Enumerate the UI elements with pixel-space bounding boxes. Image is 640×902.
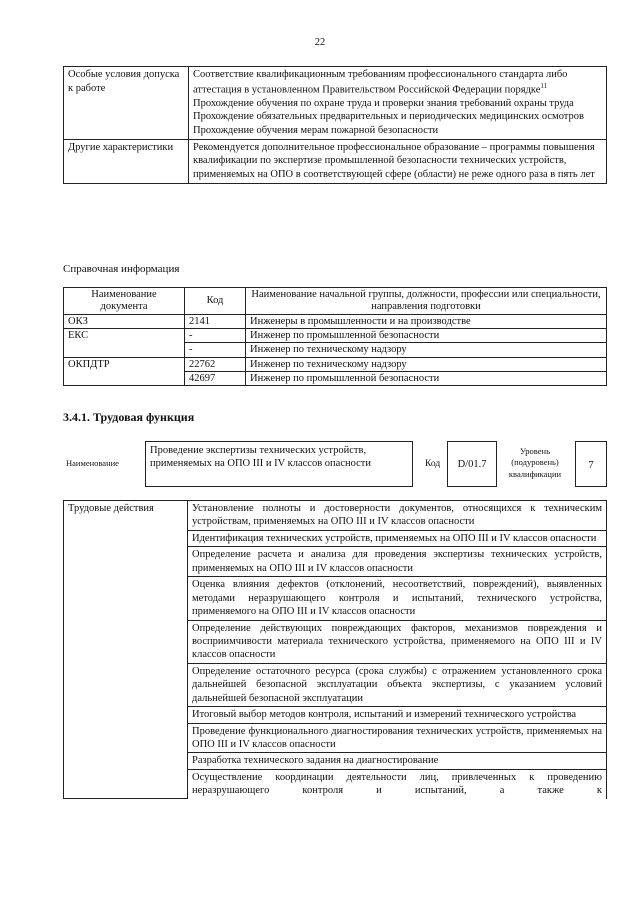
table-header-row [64, 288, 607, 315]
function-header [0, 441, 640, 489]
condition-line: Прохождение обучения по охране труда и проверки знания требований охраны труда [193, 97, 574, 109]
function-name-label: Наименование [66, 458, 119, 468]
condition-line: Рекомендуется дополнительное профессиональное образование – программы повышения квалификации по экспертизе промышленной безопасности технических устройств, применяемых на ОПО в соответствующей сфере (области) не реже одного раза в пять лет [193, 141, 595, 180]
table-cell: Инженеры в промышленности и на производстве [246, 315, 607, 329]
action-item: Идентификация технических устройств, применяемых на ОПО III и IV классов опасности [188, 530, 607, 546]
reference-title: Справочная информация [63, 263, 180, 275]
footnote-mark: 11 [540, 81, 548, 90]
table-cell: 42697 [185, 371, 246, 385]
action-item: Осуществление координации деятельности лиц, привлеченных к проведению неразрушающего контроля и испытаний, а также к [188, 769, 607, 798]
qualification-level: 7 [575, 441, 607, 487]
table-cell: - [185, 329, 246, 343]
function-code-label: Код [425, 459, 441, 469]
table-cell: ОКЗ [64, 315, 185, 329]
table-cell [64, 371, 185, 385]
labour-actions-table [63, 500, 607, 799]
table-row [64, 357, 607, 371]
column-header: Наименование начальной группы, должности, профессии или специальности, направления подготовки [246, 288, 607, 315]
conditions-table [63, 66, 607, 184]
condition-line: Соответствие квалификационным требованиям профессионального стандарта либо аттестация в установленном Правительством Российской Федерации порядке$^{11}$ [193, 69, 568, 96]
function-code: D/01.7 [447, 441, 497, 487]
action-item: Определение остаточного ресурса (срока службы) с отражением установленного срока дальнейшей безопасной эксплуатации объекта экспертизы, с указанием условий дальнейшей безопасной эксплуатации [188, 663, 607, 706]
qualification-level-label: Уровень (подуровень) квалификации [508, 446, 562, 479]
table-cell: Инженер по техническому надзору [246, 357, 607, 371]
condition-line: Прохождение обучения мерам пожарной безопасности [193, 125, 439, 137]
reference-table [63, 287, 607, 386]
condition-line: Прохождение обязательных предварительных и периодических медицинских осмотров [193, 111, 584, 123]
action-item: Проведение функционального диагностирования технических устройств, применяемых на ОПО III и IV классов опасности [188, 723, 607, 753]
page-number: 22 [314, 37, 326, 48]
action-item: Определение расчета и анализа для проведения экспертизы технических устройств, применяемых на ОПО III и IV классов опасности [188, 547, 607, 577]
function-name: Проведение экспертизы технических устройств, применяемых на ОПО III и IV классов опасности [145, 441, 413, 487]
row-label: Трудовые действия [64, 501, 188, 799]
table-cell: Инженер по промышленной безопасности [246, 371, 607, 385]
section-title: 3.4.1. Трудовая функция [63, 410, 195, 424]
row-label: Другие характеристики [64, 139, 189, 183]
action-item: Оценка влияния дефектов (отклонений, несоответствий, повреждений), выявленных методами неразрушающего контроля и испытаний, технического устройства, применяемого на ОПО III и IV классов опасности [188, 577, 607, 620]
column-header: Наименование документа [64, 288, 185, 315]
row-content [189, 139, 607, 183]
column-header: Код [185, 288, 246, 315]
table-cell: 22762 [185, 357, 246, 371]
row-content [189, 67, 607, 140]
table-cell: - [185, 343, 246, 357]
table-cell: 2141 [185, 315, 246, 329]
table-cell: Инженер по промышленной безопасности [246, 329, 607, 343]
action-item: Итоговый выбор методов контроля, испытаний и измерений технического устройства [188, 707, 607, 723]
action-item: Разработка технического задания на диагностирование [188, 753, 607, 769]
table-cell: Инженер по техническому надзору [246, 343, 607, 357]
table-row [64, 67, 607, 140]
table-row [64, 371, 607, 385]
action-item: Установление полноты и достоверности документов, относящихся к техническим устройствам, применяемых на ОПО III и IV классов опасности [188, 501, 607, 531]
table-cell [64, 343, 185, 357]
table-cell: ЕКС [64, 329, 185, 343]
table-row [64, 139, 607, 183]
action-item: Определение действующих повреждающих факторов, механизмов повреждения и восприимчивости материала технического устройства, применяемого на ОПО III и IV классов опасности [188, 620, 607, 663]
table-row [64, 329, 607, 343]
table-cell: ОКПДТР [64, 357, 185, 371]
row-label: Особые условия допуска к работе [64, 67, 189, 140]
table-row [64, 501, 607, 531]
table-row [64, 343, 607, 357]
table-row [64, 315, 607, 329]
